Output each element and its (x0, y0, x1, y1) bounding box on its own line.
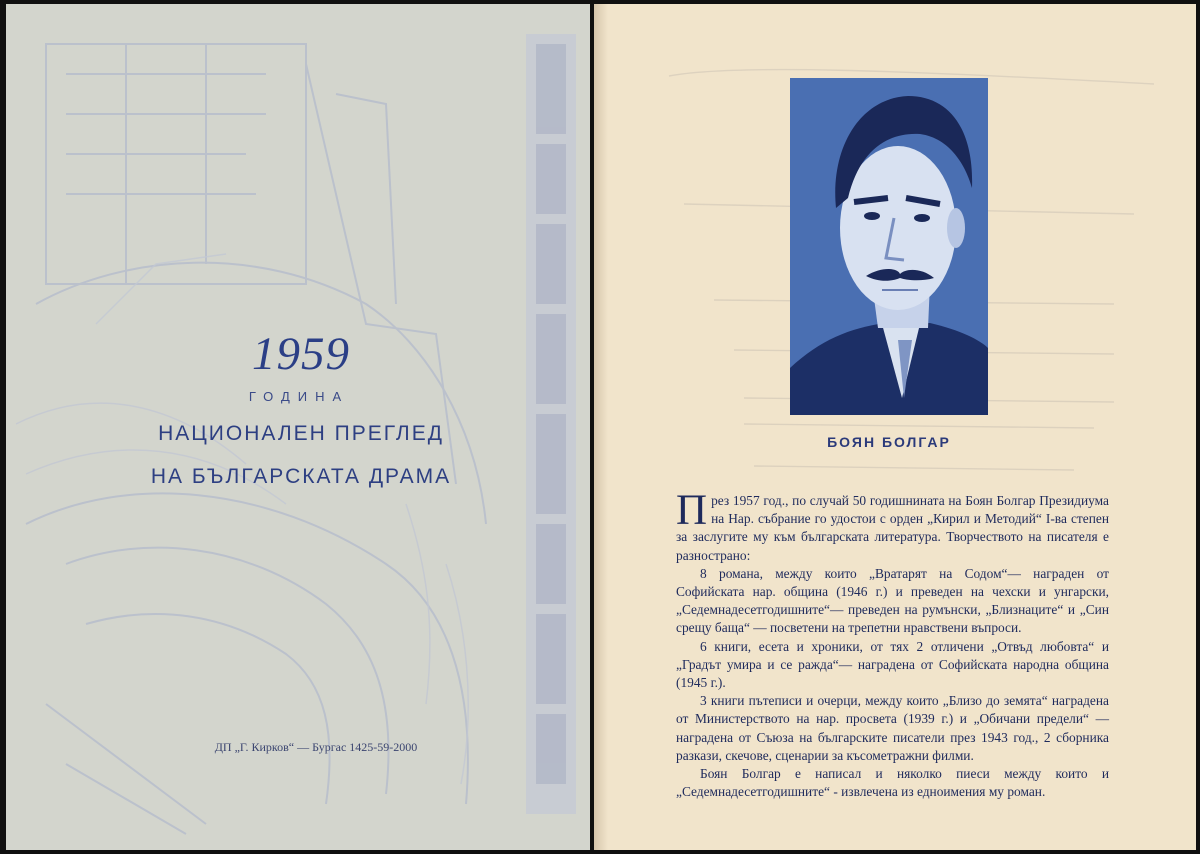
bio-paragraph-2: 8 романа, между които „Вратарят на Содом“— награден от Софийската нар. община (1946 г.) и преведен на чехски и унгарски, „Седемнадесетгодишните“— преведен на румънски, „Близнаците“ и „Син срещу баща“ — посветени на трепетни нравствени въпроси. (676, 565, 1109, 636)
cover-year-word: ГОДИНА (248, 389, 350, 404)
spine-shadow (594, 4, 608, 850)
bio-paragraph-1 (676, 487, 1109, 565)
portrait-caption: БОЯН БОЛГАР (827, 434, 951, 450)
author-portrait-photo (790, 78, 988, 415)
printer-imprint: ДП „Г. Кирков“ — Бургас 1425-59-2000 (214, 740, 418, 754)
bio-paragraph-4: 3 книги пътеписи и очерци, между които „Близо до земята“ наградена от Министерството на нар. просвета (1939 г.) и „Обичани предели“ — наградена от Съюза на българските писатели през 1943 год., 2 сборника разкази, скечове, сценарии за късометражни филми. (676, 693, 1109, 763)
cover-title-line-1: НАЦИОНАЛЕН ПРЕГЛЕД (158, 422, 444, 445)
drop-cap: П (676, 487, 708, 534)
bio-paragraph-5: Боян Болгар е написал и няколко пиеси между които и „Седемнадесетгодишните“ - извлечена из едноимения му роман. (676, 766, 1109, 800)
biography-text (676, 487, 1109, 801)
bio-paragraph-3: 6 книги, есета и хроники, от тях 2 отличени „Отвъд любовта“ и „Градът умира и се ражда“— наградена от Софийската народна община (1945 г.). (676, 638, 1109, 691)
cover-year: 1959 (252, 328, 350, 380)
bio-paragraph-1-text: рез 1957 год., по случай 50 годишнината на Боян Болгар Президиума на Нар. събрание го удостои с орден „Кирил и Методий“ I-ва степен за заслугите му към българската литература. Творчеството на писателя е разнострано: (676, 493, 1109, 563)
left-page-cover (6, 4, 590, 850)
cover-title-line-2: НА БЪЛГАРСКАТА ДРАМА (150, 465, 452, 488)
right-page-biography (594, 4, 1196, 850)
